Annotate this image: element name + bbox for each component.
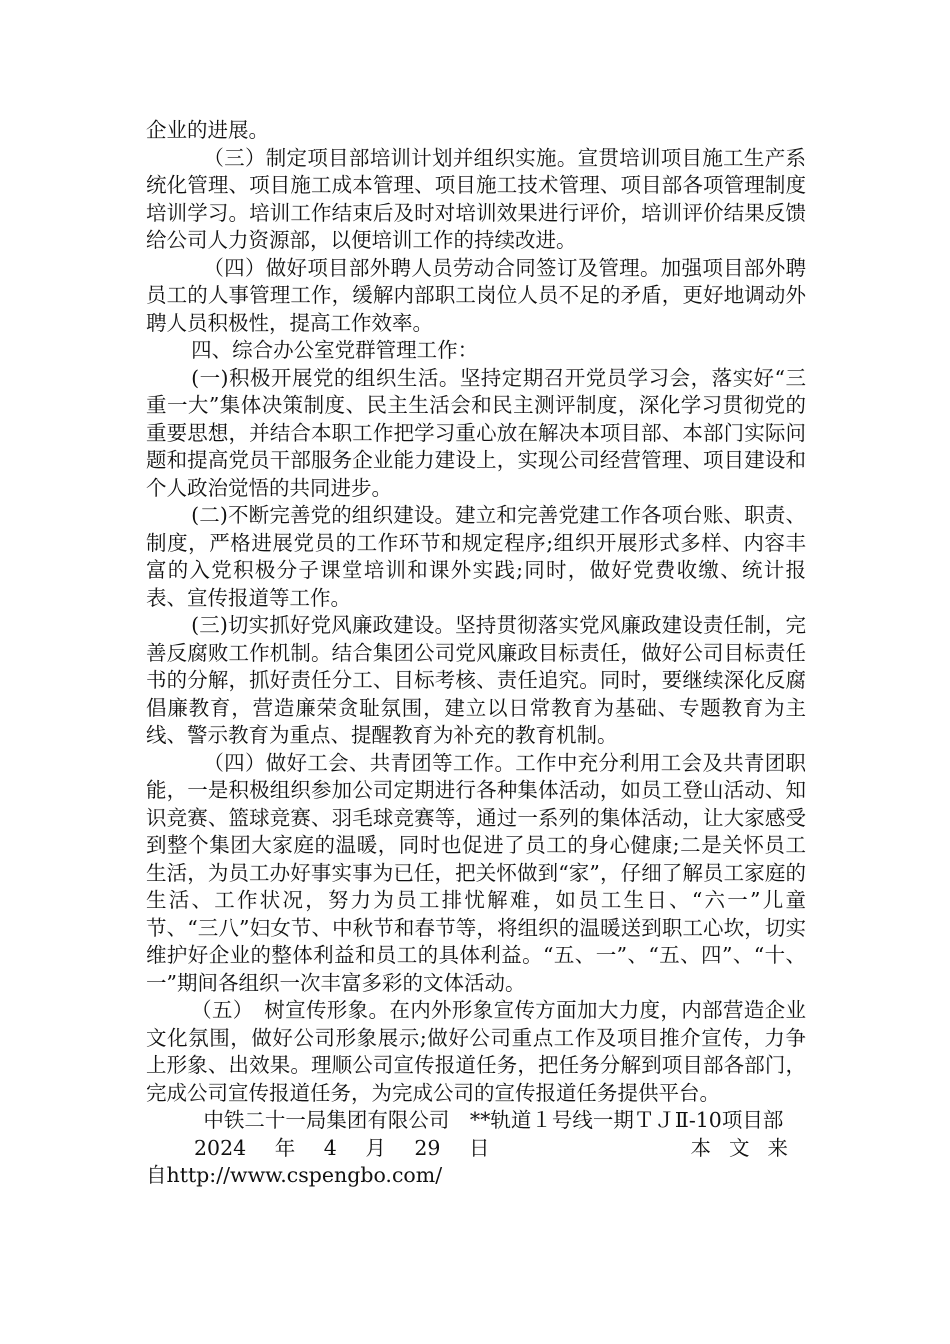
date-year-unit: 年: [274, 1135, 296, 1160]
date-day-unit: 日: [468, 1135, 490, 1160]
source-label: 本文来: [690, 1135, 806, 1160]
date-month: 4: [323, 1135, 337, 1160]
paragraph-union-youth-league: （四）做好工会、共青团等工作。工作中充分利用工会及共青团职能，一是积极组织参加公司定期进行各种集体活动，如员工登山活动、知识竞赛、篮球竞赛、羽毛球竞赛等，通过一系列的集体活动，让大家感受到整个集团大家庭的温暖，同时也促进了员工的身心健康;二是关怀员工生活，为员工办好事实事为已任，把关怀做到“家”，仔细了解员工家庭的生活、工作状况，努力为员工排忧解难，如员工生日、“六一”儿童节、“三八”妇女节、中秋节和春节等，将组织的温暖送到职工心坎，切实维护好企业的整体利益和员工的具体利益。“五、一”、“五、四”、“十、一”期间各组织一次丰富多彩的文体活动。: [146, 750, 806, 995]
paragraph-integrity-building: (三)切实抓好党风廉政建设。坚持贯彻落实党风廉政建设责任制，完善反腐败工作机制。结合集团公司党风廉政目标责任，做好公司目标责任书的分解，抓好责任分工、目标考核、责任追究。同时，要继续深化反腐倡廉教育，营造廉荣贪耻氛围，建立以日常教育为基础、专题教育为主线、警示教育为重点、提醒教育为补充的教育机制。: [146, 613, 806, 747]
paragraph-continuation: 企业的进展。: [146, 118, 269, 142]
paragraph-publicity-image: （五） 树宣传形象。在内外形象宣传方面加大力度，内部营造企业文化氛围，做好公司形象展示;做好公司重点工作及项目推介宣传，力争上形象、出效果。理顺公司宣传报道任务，把任务分解到项目部各部门，完成公司宣传报道任务，为完成公司的宣传报道任务提供平台。: [146, 998, 806, 1105]
paragraph-party-organization: (二)不断完善党的组织建设。建立和完善党建工作各项台账、职责、制度，严格进展党员的工作环节和规定程序;组织开展形式多样、内容丰富的入党积极分子课堂培训和课外实践;同时，做好党费收缴、统计报表、宣传报道等工作。: [146, 503, 806, 610]
date-year: 2024: [194, 1135, 247, 1160]
paragraph-contract-management: （四）做好项目部外聘人员劳动合同签订及管理。加强项目部外聘员工的人事管理工作，缓解内部职工岗位人员不足的矛盾，更好地调动外聘人员积极性，提高工作效率。: [146, 255, 806, 335]
signoff-date: [146, 1135, 489, 1163]
source-url[interactable]: http://www.cspengbo.com/: [166, 1163, 443, 1187]
source-label-end: 自: [146, 1163, 167, 1187]
paragraph-party-life: (一)积极开展党的组织生活。坚持定期召开党员学习会，落实好“三重一大”集体决策制度、民主生活会和民主测评制度，深化学习贯彻党的重要思想，并结合本职工作把学习重心放在解决本项目部、本部门实际问题和提高党员干部服务企业能力建设上，实现公司经营管理、项目建设和个人政治觉悟的共同进步。: [146, 365, 806, 500]
signoff-organization: 中铁二十一局集团有限公司 **轨道１号线一期ＴＪⅡ-10项目部: [203, 1108, 784, 1132]
date-month-unit: 月: [365, 1135, 386, 1160]
paragraph-training-plan: （三）制定项目部培训计划并组织实施。宣贯培训项目施工生产系统化管理、项目施工成本管理、项目施工技术管理、项目部各项管理制度培训学习。培训工作结束后及时对培训效果进行评价，培训评价结果反馈给公司人力资源部，以便培训工作的持续改进。: [146, 145, 806, 252]
date-day: 29: [414, 1135, 441, 1160]
section-heading-party-affairs: 四、综合办公室党群管理工作：: [191, 338, 479, 362]
source-line: [146, 1162, 806, 1190]
signoff-date-line: [146, 1135, 806, 1163]
document-page: [146, 117, 806, 1190]
